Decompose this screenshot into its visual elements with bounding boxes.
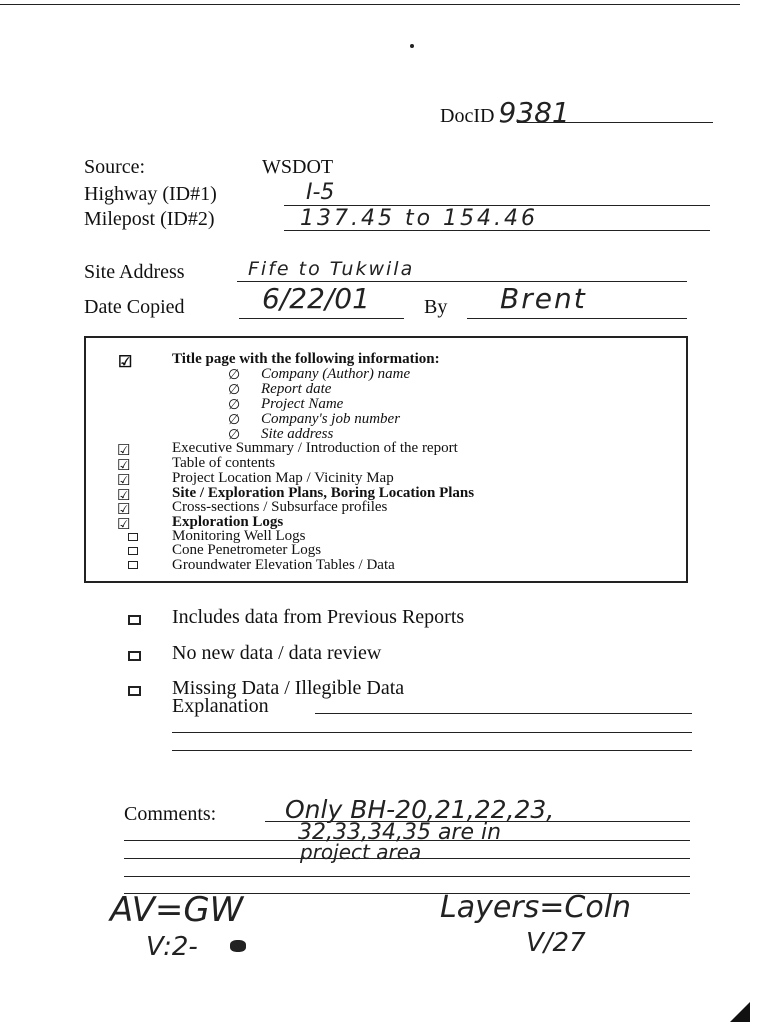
annotation-right-top: Layers=Coln: [440, 890, 632, 925]
subitem-0: Company (Author) name: [261, 366, 411, 382]
doc-id-label: DocID: [440, 105, 495, 127]
subitem-1: Report date: [261, 381, 332, 397]
comments-line3: project area: [300, 840, 422, 864]
item-8: Groundwater Elevation Tables / Data: [172, 557, 395, 573]
scribble-mark: [230, 940, 246, 952]
subitem-3: Company's job number: [261, 411, 401, 427]
explanation-line-3: [172, 750, 692, 751]
source-value: WSDOT: [262, 156, 334, 178]
item-check-4: ☑: [117, 502, 131, 518]
explanation-line-2: [172, 732, 692, 733]
comments-label: Comments:: [124, 803, 217, 825]
comments-rule-3: [124, 858, 690, 859]
item-7: Cone Penetrometer Logs: [172, 542, 322, 558]
comments-rule-4: [124, 876, 690, 877]
item-check-3: ☑: [117, 488, 131, 504]
by-label: By: [424, 296, 448, 318]
scan-speck: [410, 44, 414, 48]
item-0: Executive Summary / Introduction of the report: [172, 440, 458, 456]
option-0: Includes data from Previous Reports: [172, 606, 465, 628]
doc-id-line: [517, 122, 713, 123]
item-check-1: ☑: [117, 458, 131, 474]
annotation-right-bottom: V/27: [526, 928, 586, 958]
item-1: Table of contents: [172, 455, 276, 471]
site-address-value: Fife to Tukwila: [248, 258, 415, 280]
milepost-label: Milepost (ID#2): [84, 208, 215, 230]
item-3: Site / Exploration Plans, Boring Location Plans: [172, 485, 475, 501]
by-value: Brent: [500, 282, 587, 315]
date-copied-line: [239, 318, 404, 319]
option-checkbox-0[interactable]: [128, 615, 141, 625]
top-rule: [0, 4, 740, 5]
item-4: Cross-sections / Subsurface profiles: [172, 499, 388, 515]
option-1: No new data / data review: [172, 642, 382, 664]
date-copied-value: 6/22/01: [262, 282, 370, 315]
option-checkbox-1[interactable]: [128, 651, 141, 661]
doc-id-value: 9381: [498, 96, 570, 129]
annotation-left-bottom: V:2-: [146, 932, 198, 962]
item-checkbox-6[interactable]: [128, 533, 138, 541]
source-label: Source:: [84, 156, 146, 178]
subitem-mark-2: ∅: [228, 398, 241, 413]
subitem-mark-3: ∅: [228, 413, 241, 428]
item-check-5: ☑: [117, 517, 131, 533]
option-2: Missing Data / Illegible Data: [172, 677, 405, 699]
date-copied-label: Date Copied: [84, 296, 185, 318]
site-address-label: Site Address: [84, 261, 185, 283]
item-6: Monitoring Well Logs: [172, 528, 306, 544]
doc-id: [440, 96, 570, 129]
subitem-mark-1: ∅: [228, 383, 241, 398]
milepost-line: [284, 230, 710, 231]
item-checkbox-7[interactable]: [128, 547, 138, 555]
item-check-2: ☑: [117, 473, 131, 489]
subitem-mark-0: ∅: [228, 368, 241, 383]
checklist-title: Title page with the following information:: [172, 351, 440, 367]
explanation-label: Explanation: [172, 695, 269, 717]
by-line: [467, 318, 687, 319]
subitem-mark-4: ∅: [228, 428, 241, 443]
subitem-4: Site address: [261, 426, 334, 442]
option-checkbox-2[interactable]: [128, 686, 141, 696]
explanation-line-1: [315, 713, 692, 714]
title-check-icon: ☑: [118, 354, 133, 371]
item-5: Exploration Logs: [172, 514, 284, 530]
highway-value: I-5: [306, 180, 335, 205]
highway-label: Highway (ID#1): [84, 183, 217, 205]
comments-line2: 32,33,34,35 are in: [298, 820, 502, 845]
comments-line1: Only BH-20,21,22,23,: [285, 795, 555, 824]
item-2: Project Location Map / Vicinity Map: [172, 470, 394, 486]
page-corner: [730, 1002, 750, 1022]
milepost-value: 137.45 to 154.46: [300, 206, 539, 231]
item-checkbox-8[interactable]: [128, 561, 138, 569]
annotation-left-top: AV=GW: [110, 890, 244, 930]
item-check-0: ☑: [117, 443, 131, 459]
subitem-2: Project Name: [261, 396, 344, 412]
